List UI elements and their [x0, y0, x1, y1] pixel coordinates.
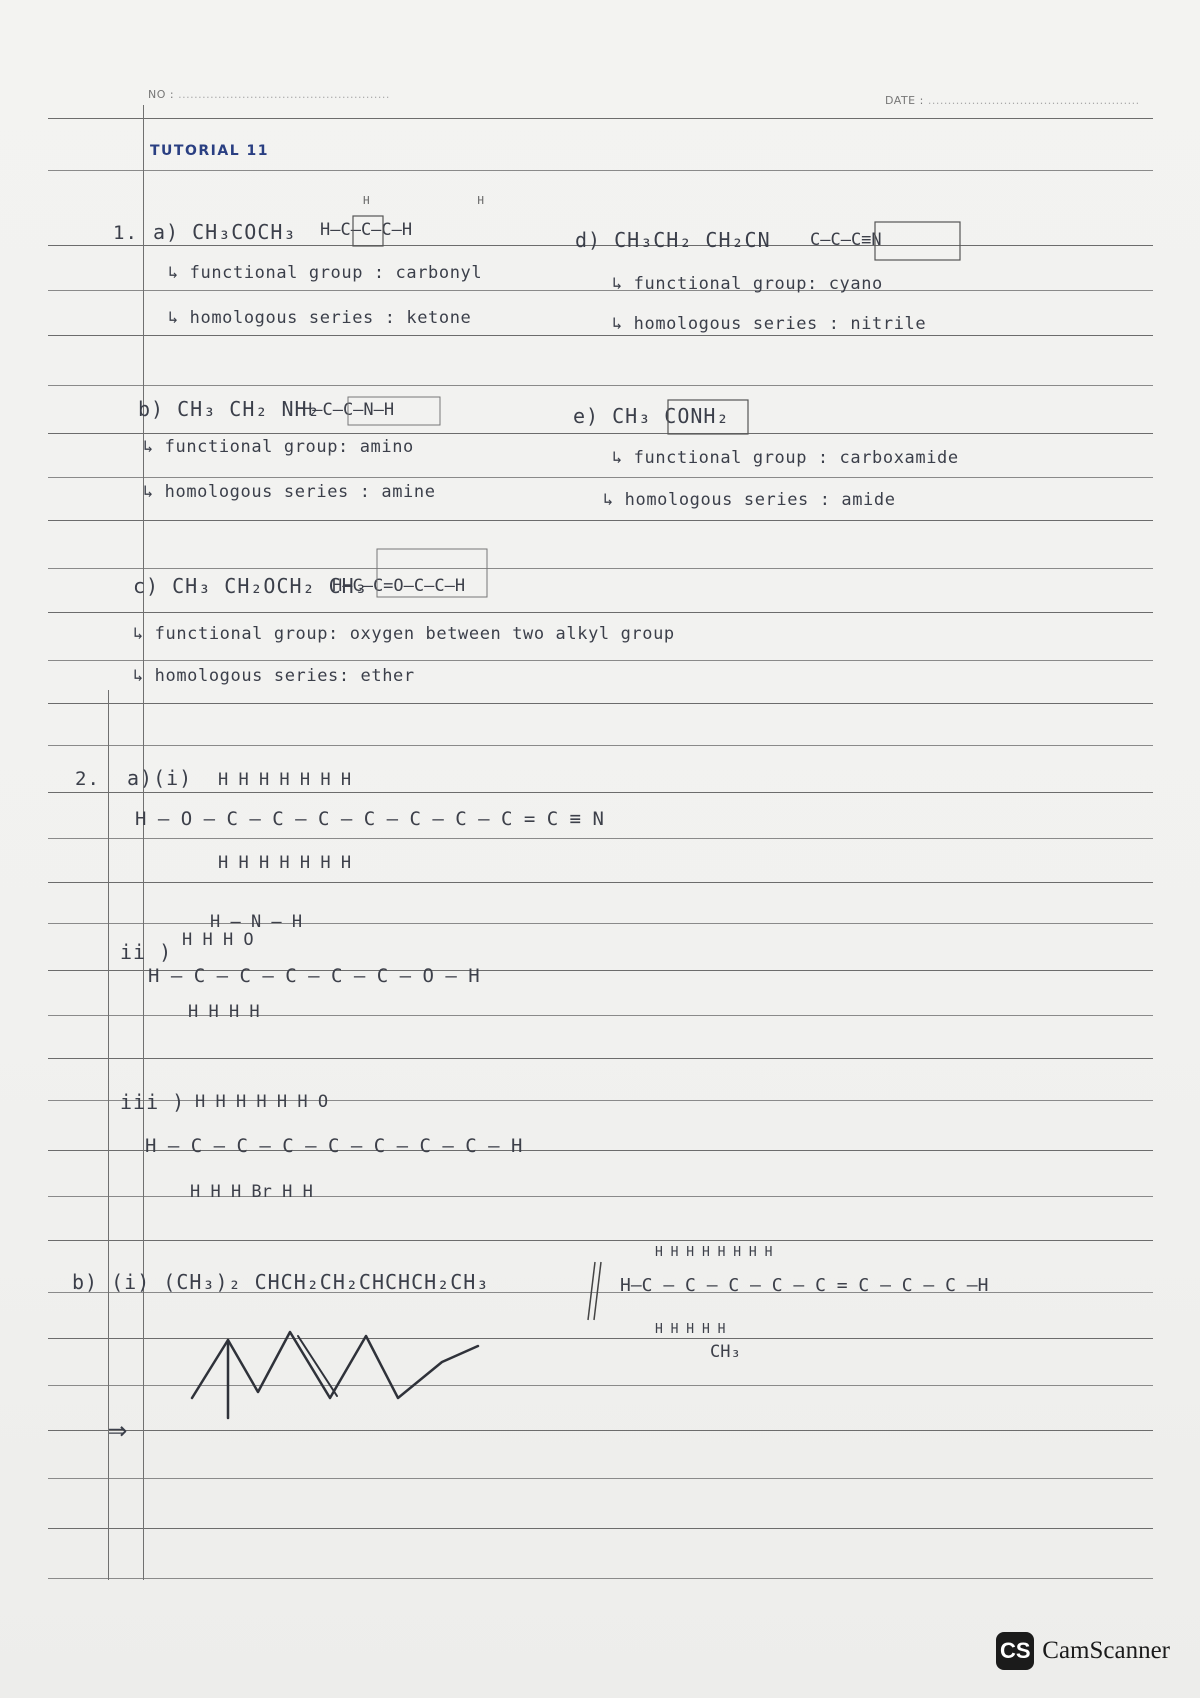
q2ai-label: a)(i) [127, 766, 193, 790]
q1a-functional-group: ↳ functional group : carbonyl [168, 263, 483, 283]
q1-number: 1. [113, 222, 138, 244]
q2aiii-label: iii ) [120, 1090, 186, 1114]
q1c-structure: H–C–C=O–C–C–H [332, 576, 466, 596]
q2bi-top-h: H H H H H H H H [655, 1245, 773, 1260]
q2bi-chain: H–C – C – C – C – C = C – C – C –H [620, 1275, 989, 1296]
page-title: TUTORIAL 11 [150, 143, 269, 159]
q2aii-amine: H – N – H [210, 912, 303, 932]
q2ai-top-h: H H H H H H H [218, 770, 352, 790]
date-field: DATE : ..................................................... [885, 94, 1140, 107]
q1a-structure: H–C–C–C–H [320, 220, 413, 240]
q2bi-formula: b) (i) (CH₃)₂ CHCH₂CH₂CHCHCH₂CH₃ [72, 1270, 490, 1294]
q1c-formula: c) CH₃ CH₂OCH₂ CH₃ [133, 574, 368, 598]
camscanner-logo-icon: CS [996, 1632, 1034, 1670]
q1d-homologous-series: ↳ homologous series : nitrile [612, 314, 927, 334]
q1d-formula: d) CH₃CH₂ CH₂CN [575, 228, 771, 252]
q2aiii-bottom-h: H H H Br H H [190, 1182, 313, 1202]
q2aii-top-h: H H H O [182, 930, 254, 950]
q1d-structure: C–C–C≡N [810, 230, 882, 250]
q2ai-bottom-h: H H H H H H H [218, 853, 352, 873]
q2aiii-top-h: H H H H H H O [195, 1092, 329, 1112]
q1a-formula: a) CH₃COCH₃ [153, 220, 297, 244]
camscanner-text: CamScanner [1042, 1637, 1170, 1664]
q1b-homologous-series: ↳ homologous series : amine [143, 482, 436, 502]
q1d-functional-group: ↳ functional group: cyano [612, 274, 883, 294]
q2aiii-chain: H – C – C – C – C – C – C – C – H [145, 1135, 523, 1157]
q1e-homologous-series: ↳ homologous series : amide [603, 490, 896, 510]
q2aii-chain: H – C – C – C – C – C – O – H [148, 965, 480, 987]
q2aii-bottom-h: H H H H [188, 1002, 260, 1022]
camscanner-watermark [996, 1632, 1170, 1670]
q1b-formula: b) CH₃ CH₂ NH₂ [138, 397, 321, 421]
q2ai-chain: H – O – C – C – C – C – C – C – C = C ≡ N [135, 808, 604, 830]
q2aii-label: ii ) [120, 940, 173, 964]
q1c-homologous-series: ↳ homologous series: ether [133, 666, 415, 686]
q1a-homologous-series: ↳ homologous series : ketone [168, 308, 472, 328]
implies-arrow: ⇒ [108, 1410, 129, 1448]
q1a-h-top: H H [363, 194, 485, 207]
q1c-functional-group: ↳ functional group: oxygen between two alkyl group [133, 624, 675, 644]
q2-number: 2. [75, 768, 100, 790]
q2bi-bottom-h: H H H H H [655, 1322, 726, 1337]
q1b-functional-group: ↳ functional group: amino [143, 437, 414, 457]
q1e-formula: e) CH₃ CONH₂ [573, 404, 730, 428]
q1b-structure: H–C–C–N–H [302, 400, 395, 420]
q1e-functional-group: ↳ functional group : carboxamide [612, 448, 959, 468]
no-field: NO : ..................................................... [148, 88, 390, 101]
q2bi-branch: CH₃ [710, 1342, 741, 1362]
